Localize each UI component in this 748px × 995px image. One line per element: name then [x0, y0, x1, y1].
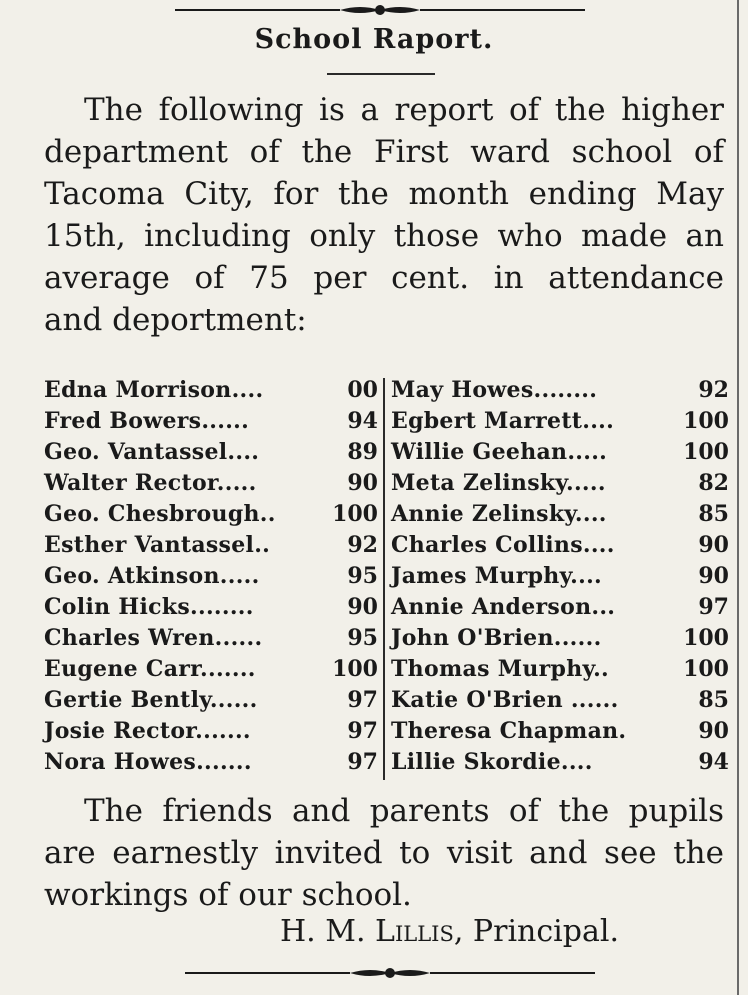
student-score: 90	[698, 532, 729, 558]
student-name: Theresa Chapman.	[391, 718, 627, 744]
student-score: 100	[683, 408, 729, 434]
student-name: May Howes........	[391, 377, 598, 403]
student-name: Edna Morrison....	[44, 377, 264, 403]
student-row	[391, 592, 729, 623]
student-score: 94	[698, 749, 729, 775]
student-score: 97	[347, 687, 378, 713]
signature-initials: H. M.	[280, 914, 366, 949]
student-row	[391, 437, 729, 468]
student-name: Esther Vantassel..	[44, 532, 271, 558]
student-row	[44, 530, 378, 561]
signature-role: , Principal.	[453, 914, 619, 949]
student-name: Annie Zelinsky....	[391, 501, 607, 527]
student-name: Nora Howes.......	[44, 749, 252, 775]
student-name: Gertie Bently......	[44, 687, 258, 713]
closing-line: are earnestly invited to visit and see the	[44, 835, 724, 871]
student-name: Willie Geehan.....	[391, 439, 608, 465]
student-name: Katie O'Brien ......	[391, 687, 619, 713]
student-row	[44, 561, 378, 592]
student-score: 100	[683, 656, 729, 682]
student-name: John O'Brien......	[391, 625, 602, 651]
intro-paragraph	[44, 89, 724, 341]
intro-line: The following is a report of the higher	[84, 92, 724, 128]
student-row	[391, 623, 729, 654]
student-row	[391, 468, 729, 499]
student-score: 00	[347, 377, 378, 403]
intro-line: Tacoma City, for the month ending May	[44, 176, 724, 212]
top-ornament-rule	[175, 0, 585, 20]
student-score: 95	[347, 563, 378, 589]
student-score: 90	[698, 718, 729, 744]
student-name: Annie Anderson...	[391, 594, 616, 620]
student-score: 94	[347, 408, 378, 434]
signature	[280, 914, 619, 949]
student-list	[44, 375, 728, 781]
ornament-icon	[350, 967, 430, 979]
column-divider	[383, 378, 385, 780]
student-score: 97	[347, 718, 378, 744]
student-score: 90	[347, 470, 378, 496]
student-score: 89	[347, 439, 378, 465]
student-score: 97	[347, 749, 378, 775]
student-score: 82	[698, 470, 729, 496]
student-name: Geo. Atkinson.....	[44, 563, 260, 589]
closing-line: workings of our school.	[44, 877, 412, 913]
student-name: James Murphy....	[391, 563, 602, 589]
student-row	[44, 375, 378, 406]
student-name: Charles Wren......	[44, 625, 263, 651]
student-name: Eugene Carr.......	[44, 656, 256, 682]
student-name: Colin Hicks........	[44, 594, 254, 620]
student-score: 90	[698, 563, 729, 589]
closing-line: The friends and parents of the pupils	[84, 793, 724, 829]
student-row	[44, 437, 378, 468]
student-score: 95	[347, 625, 378, 651]
student-row	[391, 499, 729, 530]
student-score: 100	[332, 501, 378, 527]
student-name: Walter Rector.....	[44, 470, 257, 496]
student-name: Thomas Murphy..	[391, 656, 610, 682]
student-name: Fred Bowers......	[44, 408, 250, 434]
student-name: Lillie Skordie....	[391, 749, 593, 775]
student-score: 92	[347, 532, 378, 558]
student-row	[391, 530, 729, 561]
ornament-icon	[340, 4, 420, 16]
intro-line: department of the First ward school of	[44, 134, 724, 170]
student-score: 85	[698, 501, 729, 527]
student-row	[391, 561, 729, 592]
student-row	[391, 406, 729, 437]
student-row	[44, 685, 378, 716]
student-score: 100	[683, 625, 729, 651]
intro-line: average of 75 per cent. in attendance	[44, 260, 724, 296]
column-border	[737, 0, 739, 995]
intro-line: and deportment:	[44, 302, 307, 338]
student-name: Geo. Vantassel....	[44, 439, 260, 465]
student-name: Charles Collins....	[391, 532, 615, 558]
student-score: 100	[332, 656, 378, 682]
student-score: 90	[347, 594, 378, 620]
student-name: Meta Zelinsky.....	[391, 470, 606, 496]
title-rule	[327, 73, 435, 75]
student-row	[391, 375, 729, 406]
bottom-ornament-rule	[185, 963, 595, 983]
signature-surname: Lillis	[375, 914, 454, 949]
student-row	[44, 406, 378, 437]
student-row	[391, 685, 729, 716]
student-row	[44, 468, 378, 499]
student-score: 92	[698, 377, 729, 403]
student-row	[44, 716, 378, 747]
student-row	[391, 747, 729, 778]
closing-paragraph	[44, 790, 724, 916]
student-score: 85	[698, 687, 729, 713]
student-score: 100	[683, 439, 729, 465]
student-row	[44, 592, 378, 623]
student-row	[44, 747, 378, 778]
intro-line: 15th, including only those who made an	[44, 218, 724, 254]
student-name: Geo. Chesbrough..	[44, 501, 276, 527]
student-row	[391, 654, 729, 685]
student-row	[44, 654, 378, 685]
student-name: Egbert Marrett....	[391, 408, 615, 434]
student-score: 97	[698, 594, 729, 620]
student-row	[44, 623, 378, 654]
student-row	[391, 716, 729, 747]
article-title: School Raport.	[254, 24, 494, 55]
student-row	[44, 499, 378, 530]
student-name: Josie Rector.......	[44, 718, 251, 744]
